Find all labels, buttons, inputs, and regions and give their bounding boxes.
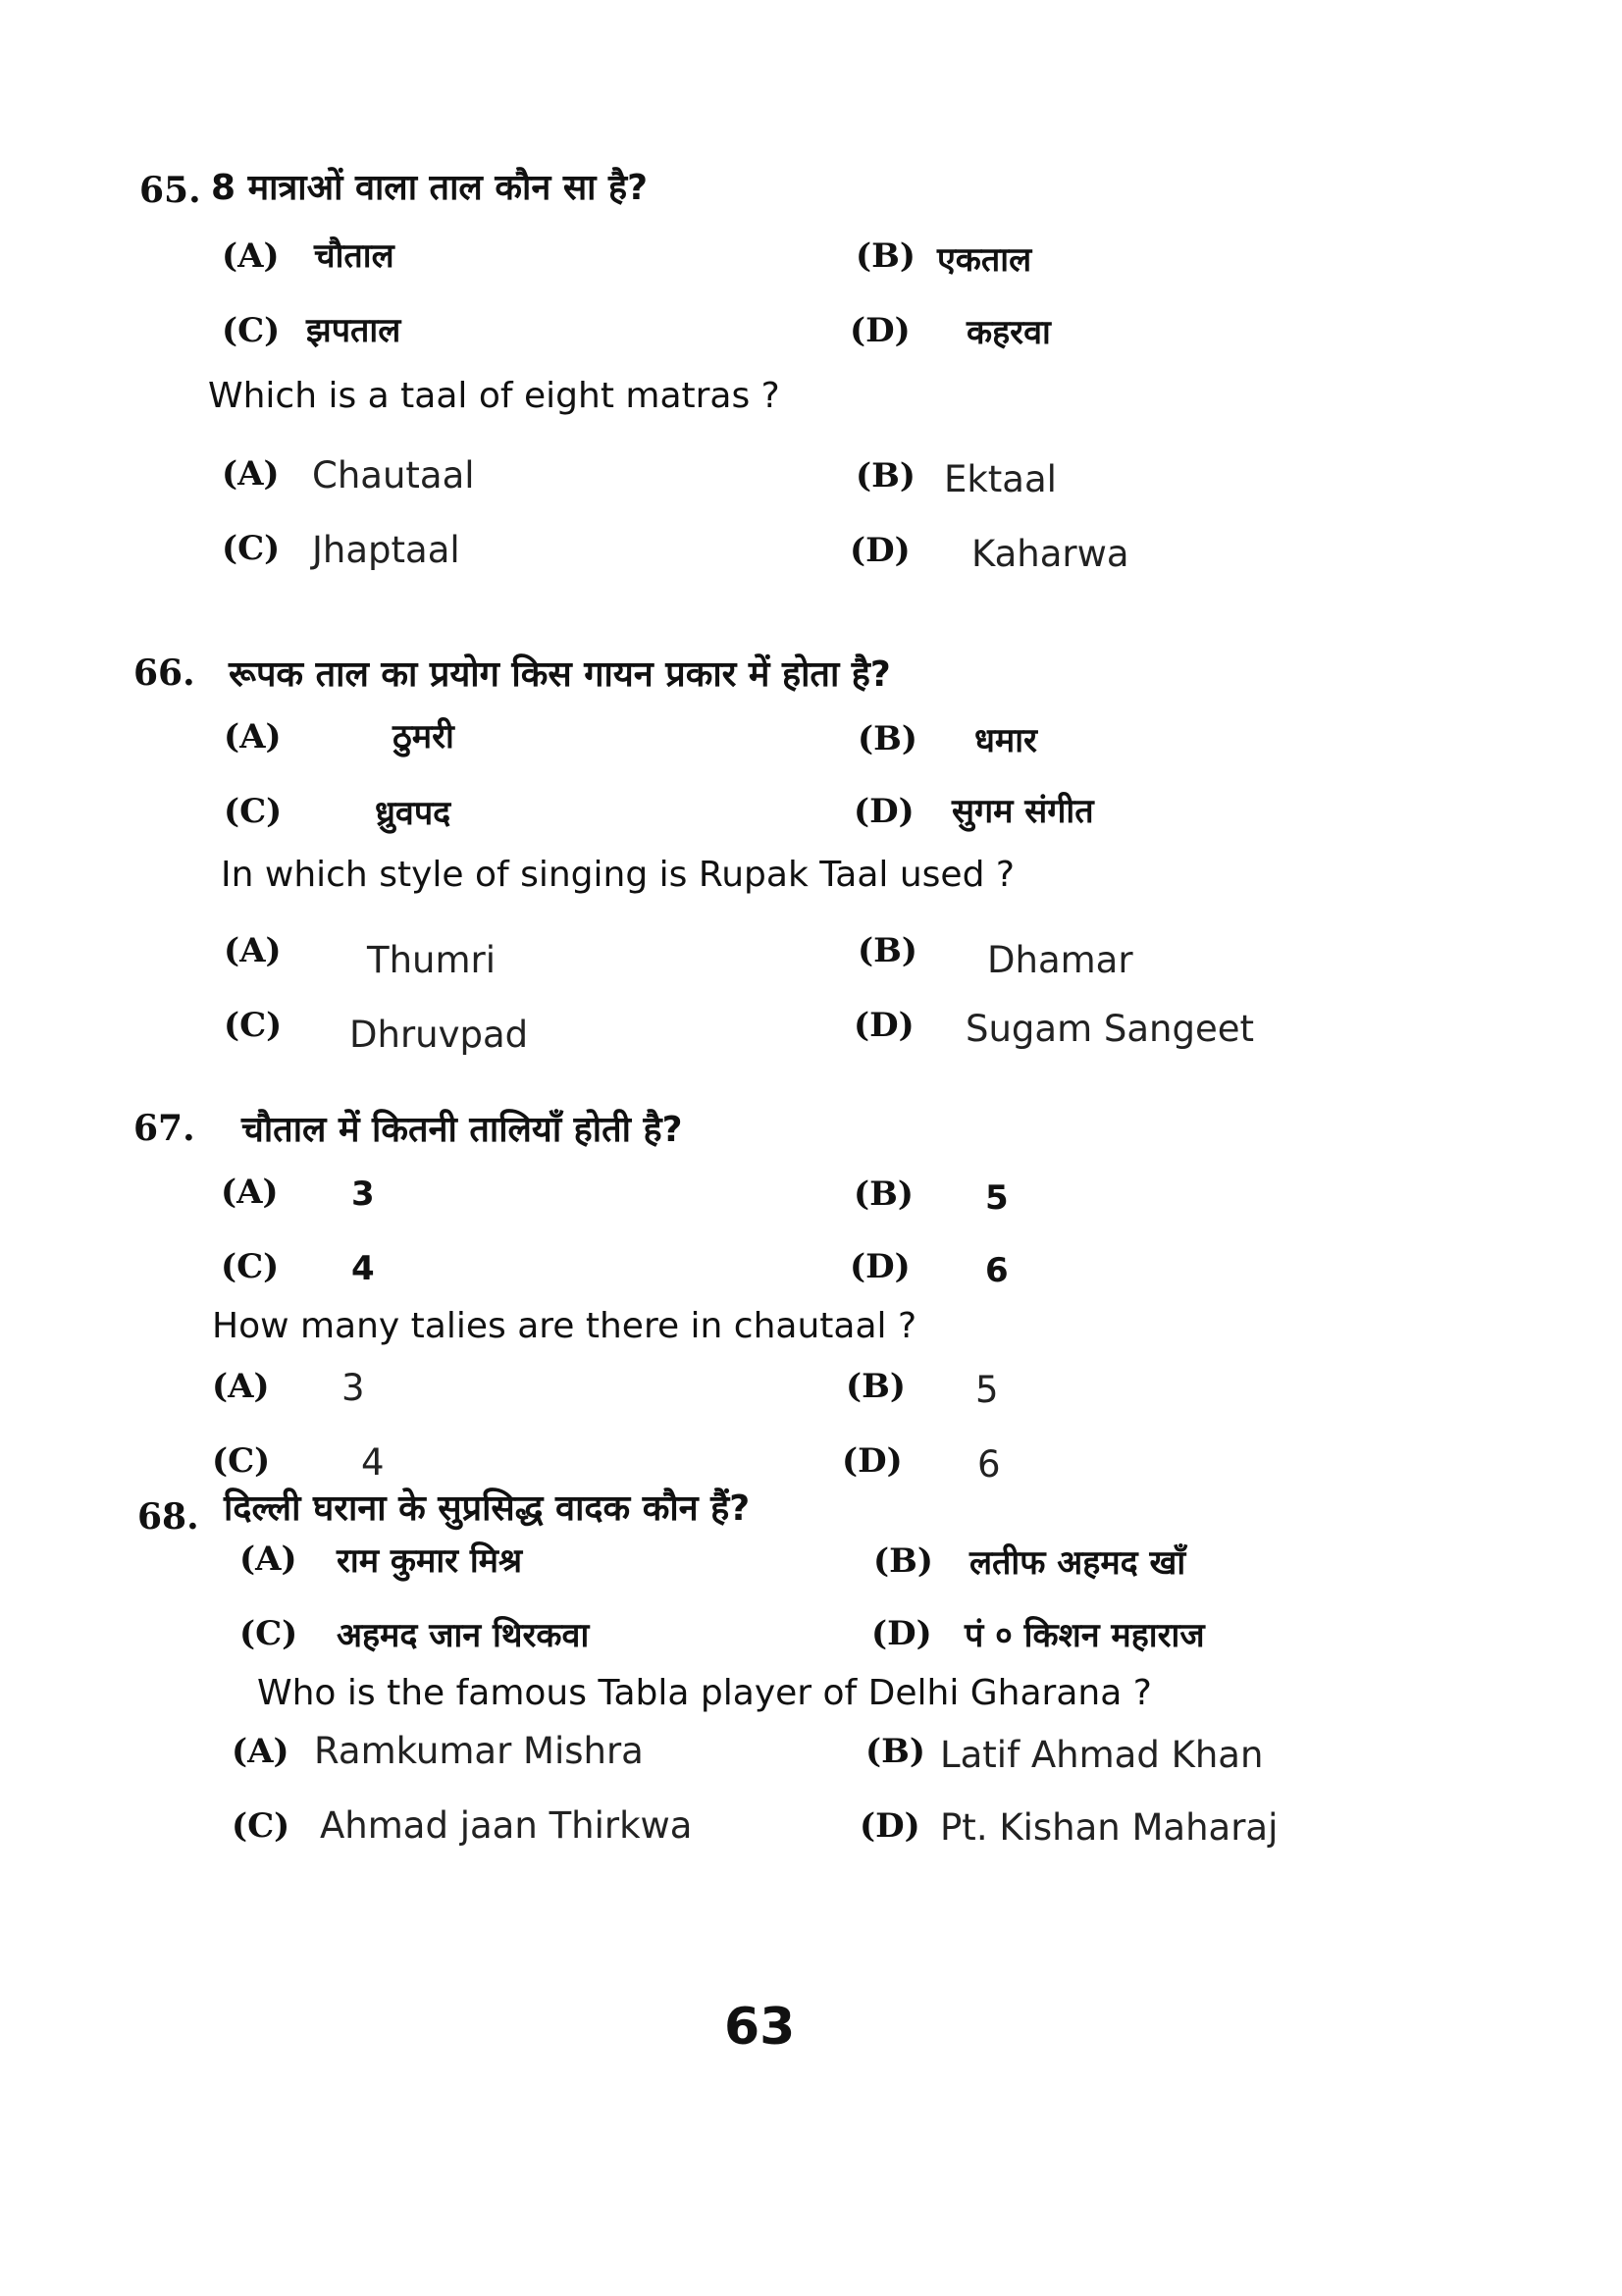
option-label: (C) <box>224 1006 283 1045</box>
option-text-english: Ektaal <box>944 458 1057 500</box>
option-label: (D) <box>850 311 911 350</box>
option-label: (C) <box>222 529 281 568</box>
option-text-english: Thumri <box>367 939 497 981</box>
option-label: (A) <box>239 1539 297 1579</box>
option-label: (D) <box>850 531 911 570</box>
option-text-english: 3 <box>341 1367 365 1409</box>
option-label: (B) <box>858 719 917 758</box>
option-label: (B) <box>856 456 916 496</box>
option-text-hindi: अहमद जान थिरकवा <box>337 1616 590 1655</box>
question-text-hindi: रूपक ताल का प्रयोग किस गायन प्रकार में होता है? <box>229 654 891 695</box>
question-number: 65. <box>139 170 201 211</box>
question-text-english: How many talies are there in chautaal ? <box>212 1306 917 1346</box>
option-text-hindi: 5 <box>985 1178 1009 1218</box>
option-label: (C) <box>222 311 281 350</box>
option-label: (B) <box>858 931 917 970</box>
question-text-hindi: चौताल में कितनी तालियाँ होती है? <box>241 1110 683 1150</box>
option-label: (C) <box>239 1614 298 1653</box>
option-text-hindi: चौताल <box>314 236 394 276</box>
option-label: (A) <box>222 236 280 276</box>
page-number: 63 <box>724 1998 796 2057</box>
option-label: (D) <box>842 1441 903 1481</box>
question-number: 66. <box>133 652 195 694</box>
option-text-hindi: ठुमरी <box>392 717 454 757</box>
option-label: (A) <box>222 454 280 494</box>
option-text-hindi: राम कुमार मिश्र <box>337 1541 523 1581</box>
option-label: (D) <box>871 1614 932 1653</box>
question-text-hindi: दिल्ली घराना के सुप्रसिद्ध वादक कौन हैं? <box>224 1488 751 1529</box>
option-text-hindi: सुगम संगीत <box>952 792 1094 831</box>
option-text-english: 4 <box>361 1441 385 1484</box>
option-text-hindi: 6 <box>985 1251 1009 1290</box>
question-text-english: Which is a taal of eight matras ? <box>208 376 780 416</box>
option-label: (C) <box>212 1441 271 1481</box>
option-label: (B) <box>854 1174 914 1214</box>
option-label: (B) <box>873 1541 933 1581</box>
option-text-hindi: लतीफ अहमद खाँ <box>969 1543 1186 1583</box>
option-label: (A) <box>224 717 282 757</box>
option-text-english: 5 <box>975 1369 999 1411</box>
option-text-hindi: कहरवा <box>967 313 1051 352</box>
option-label: (B) <box>865 1732 925 1771</box>
option-text-hindi: ध्रुवपद <box>375 794 451 833</box>
option-label: (A) <box>221 1173 279 1212</box>
option-label: (A) <box>232 1732 289 1771</box>
option-text-english: Dhamar <box>987 939 1133 981</box>
option-label: (C) <box>232 1806 290 1846</box>
question-text-hindi: 8 मात्राओं वाला ताल कौन सा है? <box>211 168 649 208</box>
option-label: (A) <box>224 931 282 970</box>
option-label: (D) <box>850 1247 911 1286</box>
option-label: (A) <box>212 1367 270 1406</box>
option-label: (B) <box>856 236 916 276</box>
option-text-english: Kaharwa <box>971 533 1129 575</box>
option-label: (C) <box>224 792 283 831</box>
option-label: (B) <box>846 1367 906 1406</box>
option-text-english: Sugam Sangeet <box>966 1008 1255 1050</box>
question-text-english: Who is the famous Tabla player of Delhi Gharana ? <box>257 1673 1152 1713</box>
option-label: (D) <box>860 1806 920 1846</box>
option-text-english: Dhruvpad <box>349 1014 529 1056</box>
option-text-hindi: एकताल <box>937 240 1032 280</box>
question-text-english: In which style of singing is Rupak Taal used ? <box>221 855 1015 895</box>
option-label: (D) <box>854 1006 915 1045</box>
option-text-english: Ahmad jaan Thirkwa <box>320 1804 693 1847</box>
option-text-english: Jhaptaal <box>312 529 460 571</box>
question-number: 67. <box>133 1108 195 1149</box>
option-label: (C) <box>221 1247 280 1286</box>
option-text-english: Pt. Kishan Maharaj <box>940 1806 1279 1849</box>
option-text-english: Ramkumar Mishra <box>314 1730 644 1772</box>
option-text-hindi: झपताल <box>306 311 401 350</box>
option-label: (D) <box>854 792 915 831</box>
option-text-english: Latif Ahmad Khan <box>940 1734 1264 1776</box>
option-text-english: 6 <box>977 1443 1001 1486</box>
option-text-hindi: पं ० किशन महाराज <box>965 1616 1205 1655</box>
option-text-hindi: 3 <box>351 1174 375 1214</box>
question-number: 68. <box>137 1496 199 1538</box>
option-text-english: Chautaal <box>312 454 475 496</box>
option-text-hindi: 4 <box>351 1249 375 1288</box>
option-text-hindi: धमार <box>974 721 1037 760</box>
